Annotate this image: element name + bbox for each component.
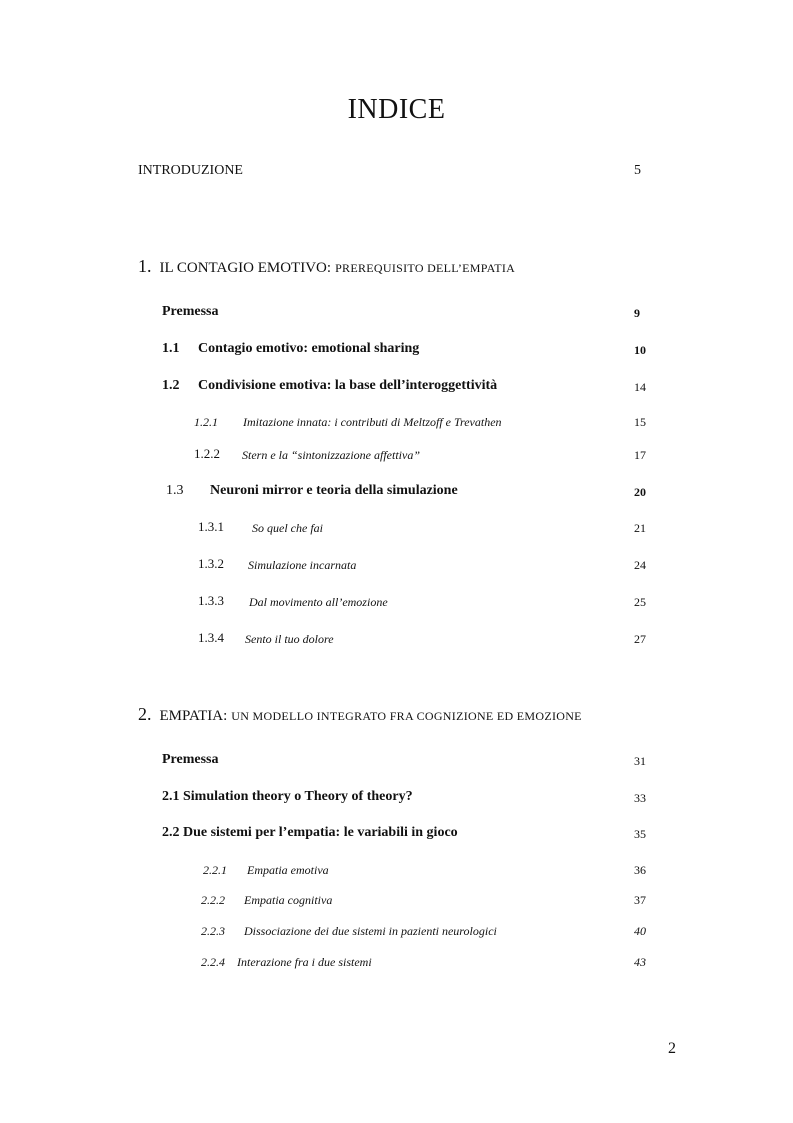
- toc-1-3-4-page: 27: [634, 632, 646, 646]
- chapter-1-number: 1.: [138, 256, 152, 276]
- chapter-2-number: 2.: [138, 704, 152, 724]
- toc-2-2-3-number: 2.2.3: [201, 924, 225, 938]
- toc-1-2-2-page: 17: [634, 448, 646, 462]
- toc-2-2-2-label[interactable]: Empatia cognitiva: [244, 893, 333, 907]
- toc-1-3-3-label[interactable]: Dal movimento all’emozione: [249, 595, 388, 609]
- chapter-1-heading[interactable]: [138, 256, 515, 277]
- toc-2-2-label[interactable]: 2.2 Due sistemi per l’empatia: le variabili in gioco: [162, 825, 458, 840]
- toc-2-2-page: 35: [634, 827, 646, 841]
- chapter-2-title: EMPATIA:: [159, 708, 228, 724]
- toc-1-2-1-label[interactable]: Imitazione innata: i contributi di Meltzoff e Trevathen: [243, 415, 502, 429]
- toc-1-2-2-number: 1.2.2: [194, 446, 220, 461]
- toc-2-2-4-label[interactable]: Interazione fra i due sistemi: [237, 955, 372, 969]
- toc-1-3-3-page: 25: [634, 595, 646, 609]
- toc-1-2-label[interactable]: Condivisione emotiva: la base dell’interoggettività: [198, 378, 498, 393]
- chapter-1-subtitle: PREREQUISITO DELL’EMPATIA: [335, 261, 516, 275]
- toc-1-2-1-number: 1.2.1: [194, 415, 218, 429]
- toc-intro-label[interactable]: INTRODUZIONE: [138, 163, 243, 178]
- toc-ch2-premessa-label[interactable]: Premessa: [162, 752, 219, 767]
- chapter-2-subtitle: UN MODELLO INTEGRATO FRA COGNIZIONE ED EMOZIONE: [231, 709, 582, 723]
- toc-1-3-2-number: 1.3.2: [198, 556, 224, 571]
- toc-1-2-2-label[interactable]: Stern e la “sintonizzazione affettiva”: [242, 448, 421, 462]
- toc-1-3-2-page: 24: [634, 558, 646, 572]
- toc-1-3-1-page: 21: [634, 521, 646, 535]
- toc-1-2-number: 1.2: [162, 378, 180, 393]
- toc-2-2-2-page: 37: [634, 893, 646, 907]
- toc-1-1-number: 1.1: [162, 341, 180, 356]
- toc-1-3-1-number: 1.3.1: [198, 519, 224, 534]
- chapter-1-title: IL CONTAGIO EMOTIVO:: [159, 260, 332, 276]
- toc-1-3-page: 20: [634, 485, 646, 499]
- toc-1-2-page: 14: [634, 380, 646, 394]
- toc-1-3-2-label[interactable]: Simulazione incarnata: [248, 558, 357, 572]
- toc-ch2-premessa-page: 31: [634, 754, 646, 768]
- toc-1-3-1-label[interactable]: So quel che fai: [252, 521, 323, 535]
- toc-1-2-1-page: 15: [634, 415, 646, 429]
- toc-intro-page: 5: [634, 163, 641, 178]
- toc-1-1-label[interactable]: Contagio emotivo: emotional sharing: [198, 341, 420, 356]
- toc-2-2-3-label[interactable]: Dissociazione dei due sistemi in pazienti neurologici: [244, 924, 497, 938]
- toc-1-3-label[interactable]: Neuroni mirror e teoria della simulazione: [210, 483, 458, 498]
- page-number: 2: [668, 1040, 676, 1057]
- toc-2-2-4-page: 43: [634, 955, 646, 969]
- toc-1-1-page: 10: [634, 343, 646, 357]
- toc-2-2-1-page: 36: [634, 863, 646, 877]
- toc-1-3-4-number: 1.3.4: [198, 630, 224, 645]
- toc-2-2-1-number: 2.2.1: [203, 863, 227, 877]
- toc-2-1-page: 33: [634, 791, 646, 805]
- toc-ch1-premessa-page: 9: [634, 306, 640, 320]
- toc-2-1-label[interactable]: 2.1 Simulation theory o Theory of theory?: [162, 789, 413, 804]
- toc-2-2-3-page: 40: [634, 924, 646, 938]
- toc-ch1-premessa-label[interactable]: Premessa: [162, 304, 219, 319]
- toc-1-3-number: 1.3: [166, 483, 184, 498]
- chapter-2-heading[interactable]: [138, 704, 582, 725]
- toc-2-2-1-label[interactable]: Empatia emotiva: [247, 863, 329, 877]
- toc-2-2-4-number: 2.2.4: [201, 955, 225, 969]
- page-title: INDICE: [347, 94, 446, 125]
- toc-2-2-2-number: 2.2.2: [201, 893, 225, 907]
- toc-1-3-4-label[interactable]: Sento il tuo dolore: [245, 632, 334, 646]
- toc-1-3-3-number: 1.3.3: [198, 593, 224, 608]
